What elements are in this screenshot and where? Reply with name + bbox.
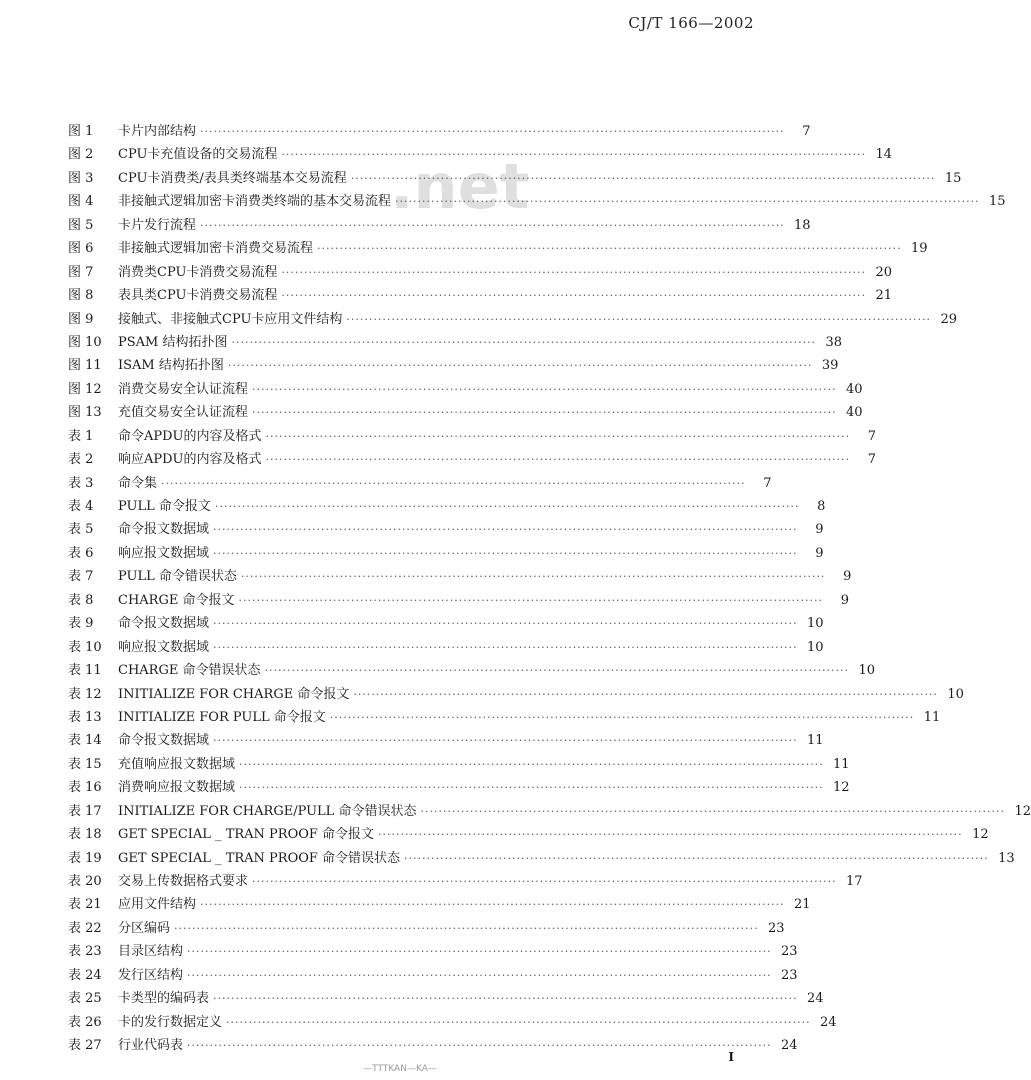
toc-leader-dots [200,898,785,911]
toc-entry-page: 24 [820,1014,837,1030]
toc-entry[interactable] [68,683,964,706]
toc-entry-page: 7 [867,428,877,444]
toc-entry-title: 接触式、非接触式CPU卡应用文件结构 [118,311,343,327]
toc-leader-dots [252,406,837,419]
toc-entry[interactable] [68,800,1031,823]
toc-leader-dots [281,266,866,279]
toc-leader-dots [213,523,798,536]
toc-entry-page: 21 [794,897,811,913]
toc-entry-title: CHARGE 命令报文 [118,592,235,608]
toc-entry[interactable] [68,729,824,752]
toc-entry-page: 8 [817,499,826,514]
toc-entry-number: 表 3 [68,475,94,491]
toc-entry-title: 卡片发行流程 [118,217,197,233]
toc-entry-page: 12 [972,827,989,843]
toc-leader-dots [395,195,980,208]
toc-entry-page: 9 [843,569,852,585]
toc-entry[interactable] [68,331,843,354]
toc-entry-title: 分区编码 [118,920,171,936]
toc-leader-dots [200,219,785,232]
toc-entry-page: 29 [940,311,957,327]
toc-entry-number: 表 21 [68,897,102,913]
toc-entry[interactable] [68,636,824,659]
toc-entry[interactable] [68,378,863,401]
toc-entry-title: 消费响应报文数据域 [118,780,236,796]
toc-entry-page: 11 [833,756,850,772]
toc-entry-page: 7 [867,452,877,468]
toc-entry-title: 响应APDU的内容及格式 [118,452,262,468]
toc-entry[interactable] [68,565,852,588]
toc-entry-page: 15 [989,194,1006,210]
toc-leader-dots [213,734,798,747]
toc-entry-number: 表 7 [68,569,94,585]
toc-entry-title: INITIALIZE FOR CHARGE/PULL 命令错误状态 [118,803,417,819]
toc-leader-dots [200,125,785,138]
toc-entry-title: 命令报文数据域 [118,616,210,632]
toc-entry-page: 11 [923,709,941,725]
toc-entry-page: 13 [998,850,1015,866]
toc-entry[interactable] [68,237,928,260]
toc-entry[interactable] [68,143,892,166]
toc-entry-title: 交易上传数据格式要求 [118,874,249,889]
toc-entry[interactable] [68,167,962,190]
toc-leader-dots [238,594,823,607]
toc-leader-dots [228,359,813,372]
toc-entry-title: PULL 命令报文 [118,499,211,514]
toc-leader-dots [187,969,772,982]
toc-entry-page: 10 [807,639,824,655]
toc-entry-number: 图 3 [68,170,94,186]
toc-entry-page: 39 [821,358,839,374]
toc-entry-title: 命令APDU的内容及格式 [118,428,262,444]
toc-entry-number: 图 5 [68,217,94,233]
toc-leader-dots [266,453,851,466]
toc-leader-dots [226,1016,811,1029]
toc-entry[interactable] [68,284,892,307]
toc-entry-page: 23 [781,967,798,983]
toc-entry-number: 表 11 [68,663,102,679]
toc-entry-page: 40 [846,405,863,421]
toc-entry-number: 表 5 [68,522,94,538]
toc-entry-page: 24 [781,1038,798,1054]
toc-entry-title: 应用文件结构 [118,897,197,913]
toc-leader-dots [215,500,800,513]
toc-entry-title: INITIALIZE FOR PULL 命令报文 [118,709,326,725]
toc-entry-page: 14 [875,147,892,163]
page-number: I [728,1050,734,1064]
toc-leader-dots [213,617,798,630]
toc-entry-number: 表 25 [68,991,102,1007]
toc-entry[interactable] [68,706,941,729]
toc-entry-page: 23 [781,944,798,960]
toc-leader-dots [161,477,746,490]
toc-entry[interactable] [68,354,839,377]
toc-entry[interactable] [68,776,850,799]
toc-entry-page: 12 [833,780,850,796]
toc-leader-dots [239,781,824,794]
toc-entry-page: 21 [875,288,892,304]
toc-entry-page: 10 [858,663,876,679]
toc-leader-dots [330,711,915,724]
toc-entry-title: GET SPECIAL _ TRAN PROOF 命令错误状态 [118,850,401,866]
toc-entry-title: PULL 命令错误状态 [118,569,237,585]
toc-leader-dots [264,664,849,677]
toc-entry-title: 非接触式逻辑加密卡消费类终端的基本交易流程 [118,194,392,210]
toc-entry-page: 38 [825,334,843,350]
toc-entry[interactable] [68,425,877,448]
toc-leader-dots [187,945,772,958]
toc-entry-number: 表 8 [68,592,94,608]
toc-entry[interactable] [68,847,1015,870]
toc-entry-number: 图 8 [68,288,94,304]
toc-entry-number: 表 18 [68,827,102,843]
toc-entry-page: 19 [911,241,928,257]
toc-entry-title: PSAM 结构拓扑图 [118,334,228,350]
toc-entry-title: 命令报文数据域 [118,733,210,749]
toc-entry-page: 18 [794,217,811,233]
toc-entry-page: 11 [807,733,824,749]
toc-leader-dots [213,992,798,1005]
toc-entry[interactable] [68,448,877,471]
toc-entry-number: 图 1 [68,124,94,139]
toc-entry[interactable] [68,120,811,143]
toc-entry-title: 响应报文数据域 [118,639,210,655]
toc-leader-dots [241,570,826,583]
toc-entry[interactable] [68,940,798,963]
toc-entry-title: 非接触式逻辑加密卡消费交易流程 [118,241,314,257]
toc-entry[interactable] [68,472,772,495]
toc-leader-dots [420,805,1005,818]
toc-entry-page: 9 [815,522,824,538]
toc-entry[interactable] [68,589,850,612]
toc-leader-dots [174,922,759,935]
table-of-contents [68,120,1031,1058]
toc-entry-number: 表 17 [68,803,102,819]
toc-entry[interactable] [68,190,1006,213]
toc-entry[interactable] [68,987,824,1010]
toc-entry-number: 表 19 [68,850,102,866]
toc-entry[interactable] [68,518,824,541]
toc-entry-number: 图 4 [68,194,94,210]
toc-leader-dots [252,875,837,888]
toc-entry-title: 表具类CPU卡消费交易流程 [118,288,278,304]
toc-entry[interactable] [68,401,863,424]
toc-entry[interactable] [68,1011,837,1034]
toc-entry-number: 表 12 [68,686,102,702]
toc-entry-number: 图 2 [68,147,94,163]
toc-leader-dots [281,148,866,161]
toc-entry-title: 充值交易安全认证流程 [118,405,249,421]
toc-entry[interactable] [68,753,850,776]
toc-entry-number: 表 6 [68,545,94,561]
toc-entry-number: 表 26 [68,1014,102,1030]
toc-entry-page: 10 [947,686,964,702]
toc-entry-page: 9 [840,592,850,608]
toc-entry-title: 命令报文数据域 [118,522,210,538]
standard-code: CJ/T 166—2002 [628,14,754,32]
toc-entry-number: 图 12 [68,381,102,397]
toc-entry-number: 图 6 [68,241,94,257]
toc-entry-title: CHARGE 命令错误状态 [118,663,261,679]
watermark: .net [390,150,530,223]
toc-entry-title: 响应报文数据域 [118,545,210,561]
toc-entry-title: CPU卡充值设备的交易流程 [118,147,278,163]
toc-entry-number: 表 27 [68,1038,102,1054]
toc-entry-number: 图 10 [68,334,102,350]
toc-entry[interactable] [68,823,989,846]
toc-entry-title: CPU卡消费类/表具类终端基本交易流程 [118,170,347,186]
toc-leader-dots [378,828,963,841]
toc-entry[interactable] [68,214,811,237]
toc-leader-dots [353,688,938,701]
toc-leader-dots [281,289,866,302]
toc-entry-number: 表 15 [68,756,102,772]
toc-leader-dots [317,242,902,255]
toc-entry-number: 表 22 [68,920,102,936]
toc-leader-dots [213,641,798,654]
footer-watermark: —TTTKAN—KA— [363,1064,437,1074]
toc-entry[interactable] [68,261,892,284]
toc-entry-title: ISAM 结构拓扑图 [118,358,224,374]
toc-entry-number: 图 11 [68,358,102,374]
toc-entry-title: 卡片内部结构 [118,124,197,139]
toc-leader-dots [213,547,798,560]
toc-entry-page: 40 [846,381,863,397]
toc-entry[interactable] [68,659,876,682]
toc-entry-page: 12 [1014,803,1031,819]
toc-entry-page: 7 [763,475,772,491]
toc-leader-dots [404,852,989,865]
toc-entry-number: 表 4 [68,499,94,514]
toc-entry-number: 表 16 [68,780,102,796]
toc-entry-title: 命令集 [118,475,158,491]
toc-entry[interactable] [68,495,826,518]
toc-entry-title: 卡的发行数据定义 [118,1014,223,1030]
toc-entry-number: 表 2 [68,452,94,468]
toc-entry[interactable] [68,917,785,940]
toc-entry-number: 表 13 [68,709,102,725]
toc-entry-title: 发行区结构 [118,967,184,983]
toc-entry-number: 图 9 [68,311,94,327]
toc-entry-page: 9 [815,545,824,561]
toc-entry-page: 23 [768,920,785,936]
toc-entry[interactable] [68,308,957,331]
toc-leader-dots [252,383,837,396]
toc-entry-page: 10 [807,616,824,632]
toc-entry-title: 卡类型的编码表 [118,991,210,1007]
toc-entry[interactable] [68,542,824,565]
toc-entry[interactable] [68,1034,798,1057]
toc-entry-title: INITIALIZE FOR CHARGE 命令报文 [118,686,350,702]
toc-entry-number: 表 24 [68,967,102,983]
toc-entry-page: 7 [802,124,811,139]
toc-leader-dots [346,313,931,326]
toc-entry[interactable] [68,870,863,893]
toc-entry-title: 消费类CPU卡消费交易流程 [118,264,278,280]
toc-entry-number: 表 20 [68,874,102,889]
toc-leader-dots [266,430,851,443]
toc-entry-title: 充值响应报文数据域 [118,756,236,772]
toc-entry-number: 表 9 [68,616,94,632]
toc-entry-page: 20 [875,264,892,280]
toc-entry[interactable] [68,893,811,916]
toc-entry[interactable] [68,964,798,987]
toc-entry-number: 表 14 [68,733,102,749]
toc-entry-page: 17 [846,874,863,889]
toc-entry-number: 表 23 [68,944,102,960]
toc-leader-dots [239,758,824,771]
toc-entry-title: GET SPECIAL _ TRAN PROOF 命令报文 [118,827,375,843]
toc-entry-number: 图 7 [68,264,94,280]
toc-entry-number: 表 10 [68,639,102,655]
toc-leader-dots [187,1039,772,1052]
toc-leader-dots [351,172,936,185]
toc-leader-dots [232,336,817,349]
toc-entry-page: 15 [944,170,962,186]
toc-entry[interactable] [68,612,824,635]
toc-entry-title: 行业代码表 [118,1038,184,1054]
toc-entry-title: 消费交易安全认证流程 [118,381,249,397]
toc-entry-page: 24 [807,991,824,1007]
toc-entry-number: 图 13 [68,405,102,421]
toc-entry-number: 表 1 [68,428,94,444]
toc-entry-title: 目录区结构 [118,944,184,960]
